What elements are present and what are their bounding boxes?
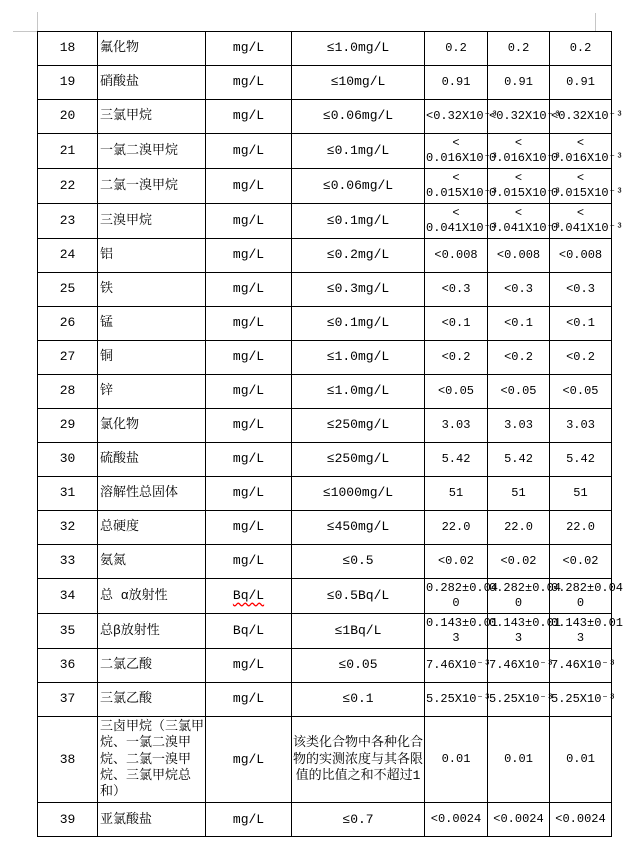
- unit-text: mg/L: [232, 315, 265, 331]
- limit-cell[interactable]: ≤0.5Bq/L: [292, 579, 425, 614]
- table-row: [38, 273, 612, 307]
- table-row: [38, 409, 612, 443]
- table-row: [38, 579, 612, 614]
- value-cell[interactable]: < 0.015X10⁻³: [488, 169, 550, 204]
- unit-text: mg/L: [232, 485, 265, 501]
- value-cell[interactable]: 22.0: [425, 511, 488, 545]
- value-cell[interactable]: 3.03: [488, 409, 550, 443]
- value-cell[interactable]: <0.32X10⁻³: [425, 100, 488, 134]
- limit-cell[interactable]: ≤0.1mg/L: [292, 307, 425, 341]
- row-number-cell[interactable]: 19: [38, 66, 98, 100]
- item-name-cell[interactable]: 二氯一溴甲烷: [98, 169, 206, 204]
- value-cell[interactable]: 0.143±0.01 3: [550, 614, 612, 649]
- row-number-cell[interactable]: 30: [38, 443, 98, 477]
- unit-text: mg/L: [232, 212, 265, 228]
- row-number-cell[interactable]: 29: [38, 409, 98, 443]
- unit-cell[interactable]: [206, 169, 292, 204]
- value-cell[interactable]: <0.32X10⁻³: [550, 100, 612, 134]
- value-cell[interactable]: <0.2: [488, 341, 550, 375]
- item-name-cell[interactable]: 一氯二溴甲烷: [98, 134, 206, 169]
- table-body: [38, 32, 624, 837]
- unit-cell[interactable]: [206, 375, 292, 409]
- limit-cell[interactable]: ≤0.7: [292, 803, 425, 837]
- row-number-cell[interactable]: 25: [38, 273, 98, 307]
- limit-cell[interactable]: ≤0.06mg/L: [292, 169, 425, 204]
- item-name-cell[interactable]: 三氯乙酸: [98, 683, 206, 717]
- value-cell[interactable]: 0.2: [488, 32, 550, 66]
- limit-cell[interactable]: ≤0.1mg/L: [292, 204, 425, 239]
- item-name-cell[interactable]: 总硬度: [98, 511, 206, 545]
- item-name-cell[interactable]: 锰: [98, 307, 206, 341]
- unit-cell[interactable]: [206, 803, 292, 837]
- value-cell[interactable]: <0.1: [550, 307, 612, 341]
- unit-text: mg/L: [232, 553, 265, 569]
- table-row: [38, 803, 612, 837]
- item-name-cell[interactable]: 氨氮: [98, 545, 206, 579]
- water-quality-table: [37, 31, 624, 837]
- row-number-cell[interactable]: 26: [38, 307, 98, 341]
- value-cell[interactable]: 5.25X10⁻³: [488, 683, 550, 717]
- value-cell[interactable]: <0.02: [550, 545, 612, 579]
- value-cell[interactable]: <0.008: [550, 239, 612, 273]
- limit-cell[interactable]: ≤450mg/L: [292, 511, 425, 545]
- unit-text: mg/L: [232, 811, 265, 827]
- value-cell[interactable]: 7.46X10⁻³: [425, 649, 488, 683]
- table-row: [38, 100, 612, 134]
- value-cell[interactable]: <0.2: [550, 341, 612, 375]
- item-name-cell[interactable]: 溶解性总固体: [98, 477, 206, 511]
- value-cell[interactable]: 0.01: [425, 717, 488, 803]
- unit-text: mg/L: [232, 751, 265, 767]
- value-cell[interactable]: 51: [550, 477, 612, 511]
- value-cell[interactable]: 0.143±0.01 3: [425, 614, 488, 649]
- row-number-cell[interactable]: 34: [38, 579, 98, 614]
- value-cell[interactable]: <0.05: [488, 375, 550, 409]
- table-row: [38, 717, 612, 803]
- table-row: [38, 239, 612, 273]
- unit-cell[interactable]: [206, 100, 292, 134]
- value-cell[interactable]: <0.02: [425, 545, 488, 579]
- item-name-cell[interactable]: 锌: [98, 375, 206, 409]
- table-row: [38, 204, 612, 239]
- unit-cell[interactable]: [206, 204, 292, 239]
- row-number-cell[interactable]: 21: [38, 134, 98, 169]
- value-cell[interactable]: <0.008: [425, 239, 488, 273]
- item-name-cell[interactable]: 三卤甲烷（三氯甲烷、一氯二溴甲烷、二氯一溴甲烷、三氯甲烷总和）: [98, 717, 206, 803]
- unit-text: mg/L: [232, 247, 265, 263]
- unit-cell[interactable]: [206, 341, 292, 375]
- item-name-cell[interactable]: 三溴甲烷: [98, 204, 206, 239]
- limit-cell[interactable]: ≤0.1mg/L: [292, 134, 425, 169]
- value-cell[interactable]: 7.46X10⁻³: [488, 649, 550, 683]
- value-cell[interactable]: 0.282±0.04 0: [488, 579, 550, 614]
- row-number-cell[interactable]: 39: [38, 803, 98, 837]
- unit-cell[interactable]: [206, 66, 292, 100]
- limit-cell[interactable]: ≤0.2mg/L: [292, 239, 425, 273]
- value-cell[interactable]: 0.91: [550, 66, 612, 100]
- item-name-cell[interactable]: 二氯乙酸: [98, 649, 206, 683]
- value-cell[interactable]: 5.42: [550, 443, 612, 477]
- table-row: [38, 683, 612, 717]
- unit-text: mg/L: [232, 417, 265, 433]
- item-name-cell[interactable]: 三氯甲烷: [98, 100, 206, 134]
- item-name-cell[interactable]: 铝: [98, 239, 206, 273]
- limit-cell[interactable]: ≤0.5: [292, 545, 425, 579]
- table-row: [38, 614, 612, 649]
- item-name-cell[interactable]: 铜: [98, 341, 206, 375]
- row-number-cell[interactable]: 37: [38, 683, 98, 717]
- item-name-cell[interactable]: 亚氯酸盐: [98, 803, 206, 837]
- table-row: [38, 307, 612, 341]
- unit-cell[interactable]: [206, 409, 292, 443]
- value-cell[interactable]: 0.91: [488, 66, 550, 100]
- unit-text: mg/L: [232, 383, 265, 399]
- table-row: [38, 341, 612, 375]
- limit-cell[interactable]: ≤1.0mg/L: [292, 341, 425, 375]
- row-number-cell[interactable]: 38: [38, 717, 98, 803]
- value-cell[interactable]: 5.25X10⁻³: [425, 683, 488, 717]
- unit-cell[interactable]: [206, 511, 292, 545]
- value-cell[interactable]: <0.1: [488, 307, 550, 341]
- value-cell[interactable]: < 0.016X10⁻³: [488, 134, 550, 169]
- value-cell[interactable]: 5.42: [488, 443, 550, 477]
- unit-cell[interactable]: [206, 614, 292, 649]
- value-cell[interactable]: 0.01: [488, 717, 550, 803]
- value-cell[interactable]: <0.3: [425, 273, 488, 307]
- value-cell[interactable]: 5.25X10⁻³: [550, 683, 612, 717]
- unit-text: mg/L: [232, 691, 265, 707]
- unit-text: mg/L: [232, 74, 265, 90]
- value-cell[interactable]: 0.2: [550, 32, 612, 66]
- value-cell[interactable]: <0.0024: [550, 803, 612, 837]
- unit-text: mg/L: [232, 281, 265, 297]
- value-cell[interactable]: 0.282±0.04 0: [425, 579, 488, 614]
- unit-text: mg/L: [232, 177, 265, 193]
- limit-cell[interactable]: ≤1.0mg/L: [292, 375, 425, 409]
- value-cell[interactable]: 51: [488, 477, 550, 511]
- value-cell[interactable]: 0.2: [425, 32, 488, 66]
- unit-text: mg/L: [232, 142, 265, 158]
- value-cell[interactable]: <0.05: [425, 375, 488, 409]
- value-cell[interactable]: < 0.041X10⁻³: [425, 204, 488, 239]
- row-number-cell[interactable]: 20: [38, 100, 98, 134]
- item-name-cell[interactable]: 总β放射性: [98, 614, 206, 649]
- unit-text-spellcheck-underlined: Bq/L: [232, 587, 265, 603]
- unit-text: mg/L: [232, 40, 265, 56]
- value-cell[interactable]: < 0.015X10⁻³: [550, 169, 612, 204]
- table-row: [38, 477, 612, 511]
- unit-cell[interactable]: [206, 649, 292, 683]
- value-cell[interactable]: < 0.016X10⁻³: [550, 134, 612, 169]
- value-cell[interactable]: <0.05: [550, 375, 612, 409]
- table-row: [38, 66, 612, 100]
- limit-cell[interactable]: 该类化合物中各种化合物的实测浓度与其各限值的比值之和不超过1: [292, 717, 425, 803]
- value-cell[interactable]: <0.3: [550, 273, 612, 307]
- limit-cell[interactable]: ≤250mg/L: [292, 443, 425, 477]
- row-number-cell[interactable]: 28: [38, 375, 98, 409]
- limit-cell[interactable]: ≤1Bq/L: [292, 614, 425, 649]
- value-cell[interactable]: <0.008: [488, 239, 550, 273]
- unit-cell[interactable]: [206, 239, 292, 273]
- unit-cell[interactable]: [206, 683, 292, 717]
- text-boundary-mark-top-right-vertical: [595, 13, 596, 31]
- item-name-cell[interactable]: 总 α放射性: [98, 579, 206, 614]
- unit-cell[interactable]: [206, 273, 292, 307]
- limit-cell[interactable]: ≤10mg/L: [292, 66, 425, 100]
- table-row: [38, 649, 612, 683]
- value-cell[interactable]: 3.03: [425, 409, 488, 443]
- value-cell[interactable]: < 0.041X10⁻³: [488, 204, 550, 239]
- table-row: [38, 511, 612, 545]
- value-cell[interactable]: <0.1: [425, 307, 488, 341]
- unit-text: mg/L: [232, 108, 265, 124]
- limit-cell[interactable]: ≤0.05: [292, 649, 425, 683]
- unit-cell[interactable]: [206, 32, 292, 66]
- table-row: [38, 375, 612, 409]
- item-name-cell[interactable]: 氟化物: [98, 32, 206, 66]
- limit-cell[interactable]: ≤250mg/L: [292, 409, 425, 443]
- unit-text: mg/L: [232, 451, 265, 467]
- row-number-cell[interactable]: 27: [38, 341, 98, 375]
- text-boundary-mark-top-left-vertical: [37, 12, 38, 31]
- unit-cell[interactable]: [206, 579, 292, 614]
- row-number-cell[interactable]: 35: [38, 614, 98, 649]
- limit-cell[interactable]: ≤0.3mg/L: [292, 273, 425, 307]
- value-cell[interactable]: < 0.015X10⁻³: [425, 169, 488, 204]
- value-cell[interactable]: 0.143±0.01 3: [488, 614, 550, 649]
- value-cell[interactable]: <0.32X10⁻³: [488, 100, 550, 134]
- item-name-cell[interactable]: 铁: [98, 273, 206, 307]
- value-cell[interactable]: 0.01: [550, 717, 612, 803]
- value-cell[interactable]: <0.3: [488, 273, 550, 307]
- value-cell[interactable]: 5.42: [425, 443, 488, 477]
- value-cell[interactable]: 7.46X10⁻³: [550, 649, 612, 683]
- item-name-cell[interactable]: 氯化物: [98, 409, 206, 443]
- value-cell[interactable]: < 0.041X10⁻³: [550, 204, 612, 239]
- row-number-cell[interactable]: 36: [38, 649, 98, 683]
- limit-cell[interactable]: ≤0.1: [292, 683, 425, 717]
- unit-cell[interactable]: [206, 477, 292, 511]
- limit-cell[interactable]: ≤0.06mg/L: [292, 100, 425, 134]
- value-cell[interactable]: 22.0: [550, 511, 612, 545]
- row-number-cell[interactable]: 18: [38, 32, 98, 66]
- item-name-cell[interactable]: 硝酸盐: [98, 66, 206, 100]
- unit-text: mg/L: [232, 657, 265, 673]
- value-cell[interactable]: 0.282±0.04 0: [550, 579, 612, 614]
- unit-text: mg/L: [232, 349, 265, 365]
- table-row: [38, 32, 612, 66]
- unit-text: mg/L: [232, 519, 265, 535]
- unit-cell[interactable]: [206, 307, 292, 341]
- limit-cell[interactable]: ≤1.0mg/L: [292, 32, 425, 66]
- table-row: [38, 169, 612, 204]
- item-name-cell[interactable]: 硫酸盐: [98, 443, 206, 477]
- unit-cell[interactable]: [206, 443, 292, 477]
- value-cell[interactable]: <0.0024: [488, 803, 550, 837]
- limit-cell[interactable]: ≤1000mg/L: [292, 477, 425, 511]
- value-cell[interactable]: < 0.016X10⁻³: [425, 134, 488, 169]
- row-number-cell[interactable]: 23: [38, 204, 98, 239]
- value-cell[interactable]: 51: [425, 477, 488, 511]
- row-number-cell[interactable]: 33: [38, 545, 98, 579]
- table-row: [38, 545, 612, 579]
- table-row: [38, 134, 612, 169]
- table-row: [38, 443, 612, 477]
- row-number-cell[interactable]: 32: [38, 511, 98, 545]
- row-number-cell[interactable]: 24: [38, 239, 98, 273]
- value-cell[interactable]: 22.0: [488, 511, 550, 545]
- value-cell[interactable]: 3.03: [550, 409, 612, 443]
- value-cell[interactable]: <0.2: [425, 341, 488, 375]
- unit-cell[interactable]: [206, 545, 292, 579]
- text-boundary-mark-top-left-horizontal: [13, 31, 37, 32]
- unit-cell[interactable]: [206, 717, 292, 803]
- value-cell[interactable]: <0.02: [488, 545, 550, 579]
- unit-cell[interactable]: [206, 134, 292, 169]
- row-number-cell[interactable]: 31: [38, 477, 98, 511]
- unit-text: Bq/L: [232, 622, 265, 638]
- row-number-cell[interactable]: 22: [38, 169, 98, 204]
- value-cell[interactable]: 0.91: [425, 66, 488, 100]
- value-cell[interactable]: <0.0024: [425, 803, 488, 837]
